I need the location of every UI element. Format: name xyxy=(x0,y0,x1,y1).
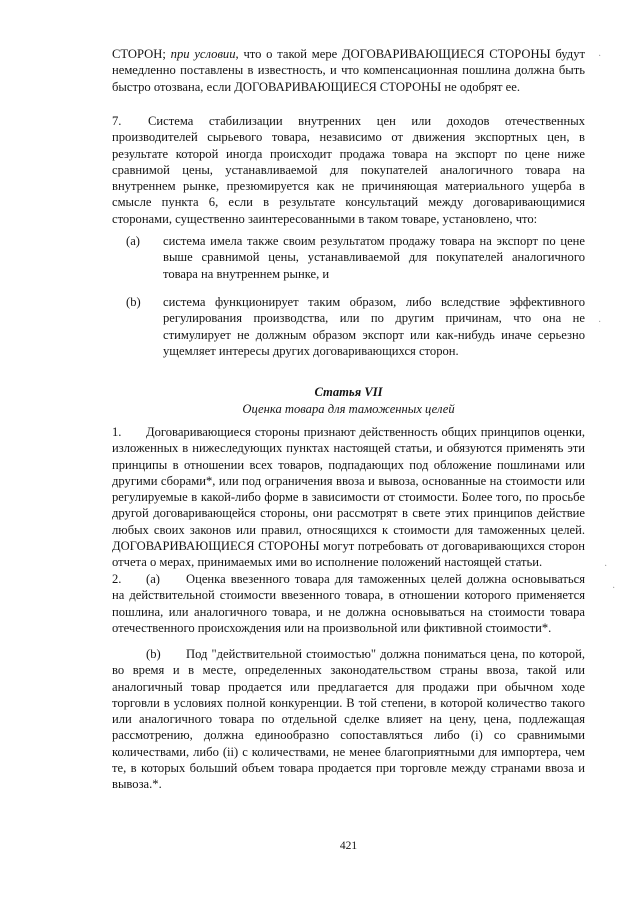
article-paragraph-1 xyxy=(112,424,585,571)
article-paragraph-2a-marker: (a) xyxy=(146,572,160,586)
article-paragraph-1-number: 1. xyxy=(112,425,122,439)
article-paragraph-2a-text: Оценка ввезенного товара для таможенных целей должна основываться на действительной стоимости ввезенного товара, в отношении которого применяется пошлина, или аналогичного товара, и не должна основываться на стоимости товара отечественного происхождения или на произвольной или фиктивной стоимости*. xyxy=(112,572,585,635)
scan-speck: · xyxy=(612,583,616,594)
paragraph-7 xyxy=(112,113,585,227)
article-paragraph-2a xyxy=(112,571,585,636)
scan-speck: · xyxy=(598,317,602,328)
article-title: Статья VII xyxy=(314,385,383,399)
article-subtitle: Оценка товара для таможенных целей xyxy=(242,402,455,416)
article-paragraph-2b-marker: (b) xyxy=(146,647,161,661)
item-b-marker: (b) xyxy=(126,295,141,309)
lead-italic: при условии, xyxy=(170,47,239,61)
item-b-text: система функционирует таким образом, либо вследствие эффективного регулирования производства, или по другим причинам, что она не стимулирует не должным образом экспорт или как-нибудь иначе серьезно ущемляет интересы других договаривающихся сторон. xyxy=(163,295,585,358)
article-paragraph-2b xyxy=(112,646,585,793)
continuation-text: что о такой мере ДОГОВАРИВАЮЩИЕСЯ СТОРОНЫ будут немедленно поставлены в известность, и что компенсационная пошлина должна быть быстро отозвана, если ДОГОВАРИВАЮЩИЕСЯ СТОРОНЫ не одобрят ее. xyxy=(112,47,586,94)
scan-speck: · xyxy=(598,51,602,62)
article-paragraph-2-number: 2. xyxy=(112,572,122,586)
item-a-marker: (a) xyxy=(126,234,140,248)
item-a-text: система имела также своим результатом продажу товара на экспорт по цене выше сравнимой цены, устанавливаемой для покупателей аналогичного товара на внутреннем рынке, и xyxy=(163,234,585,281)
page-number: 421 xyxy=(339,840,358,852)
article-paragraph-2b-text: Под "действительной стоимостью" должна пониматься цена, по которой, во время и в месте, определенных законодательством страны ввоза, такой или аналогичный товар продается или предлагается для продажи при обычном ходе торговли в условиях полной конкуренции. В той степени, в которой количество такого или аналогичного товара по отдельной сделке влияет на цену, цена, подлежащая рассмотрению, должна единообразно сопоставляться либо (i) со сравнимыми количествами, либо (ii) с количествами, не менее благоприятными для импортера, чем те, в которых больший объем товара продается при торговле между странами ввоза и вывоза.*. xyxy=(112,647,585,792)
scan-speck: · xyxy=(604,561,608,572)
article-paragraph-1-text: Договаривающиеся стороны признают действенность общих принципов оценки, изложенных в нижеследующих пунктах настоящей статьи, и обязуются применять эти принципы в отношении всех товаров, подпадающих под обложение пошлинами или другими сборами*, или под ограничения ввоза и вывоза, основанные на стоимости или регулируемые в какой-либо форме в зависимости от стоимости. Более того, по просьбе другой договаривающейся стороны, они рассмотрят в свете этих принципов действие любых своих законов или правил, относящихся к стоимости для таможенных целей. ДОГОВАРИВАЮЩИЕСЯ СТОРОНЫ могут потребовать от договаривающихся сторон отчета о мерах, принимаемых ими во исполнение положений настоящей статьи. xyxy=(112,425,585,570)
lead-word: СТОРОН; xyxy=(112,47,166,61)
continuation-paragraph xyxy=(112,46,585,95)
paragraph-7-number: 7. xyxy=(112,114,122,128)
paragraph-7-text: Система стабилизации внутренних цен или доходов отечественных производителей сырьевого товара, независимо от движения экспортных цен, в результате которой иногда происходит продажа товара на экспорт по цене ниже сравнимой цены, устанавливаемой для покупателей аналогичного товара на внутреннем рынке, презюмируется как не причиняющая материального ущерба в смысле пункта 6, если в результате консультаций между договаривающимися сторонами, существенно заинтересованными в таком товаре, установлено, что: xyxy=(112,114,585,226)
